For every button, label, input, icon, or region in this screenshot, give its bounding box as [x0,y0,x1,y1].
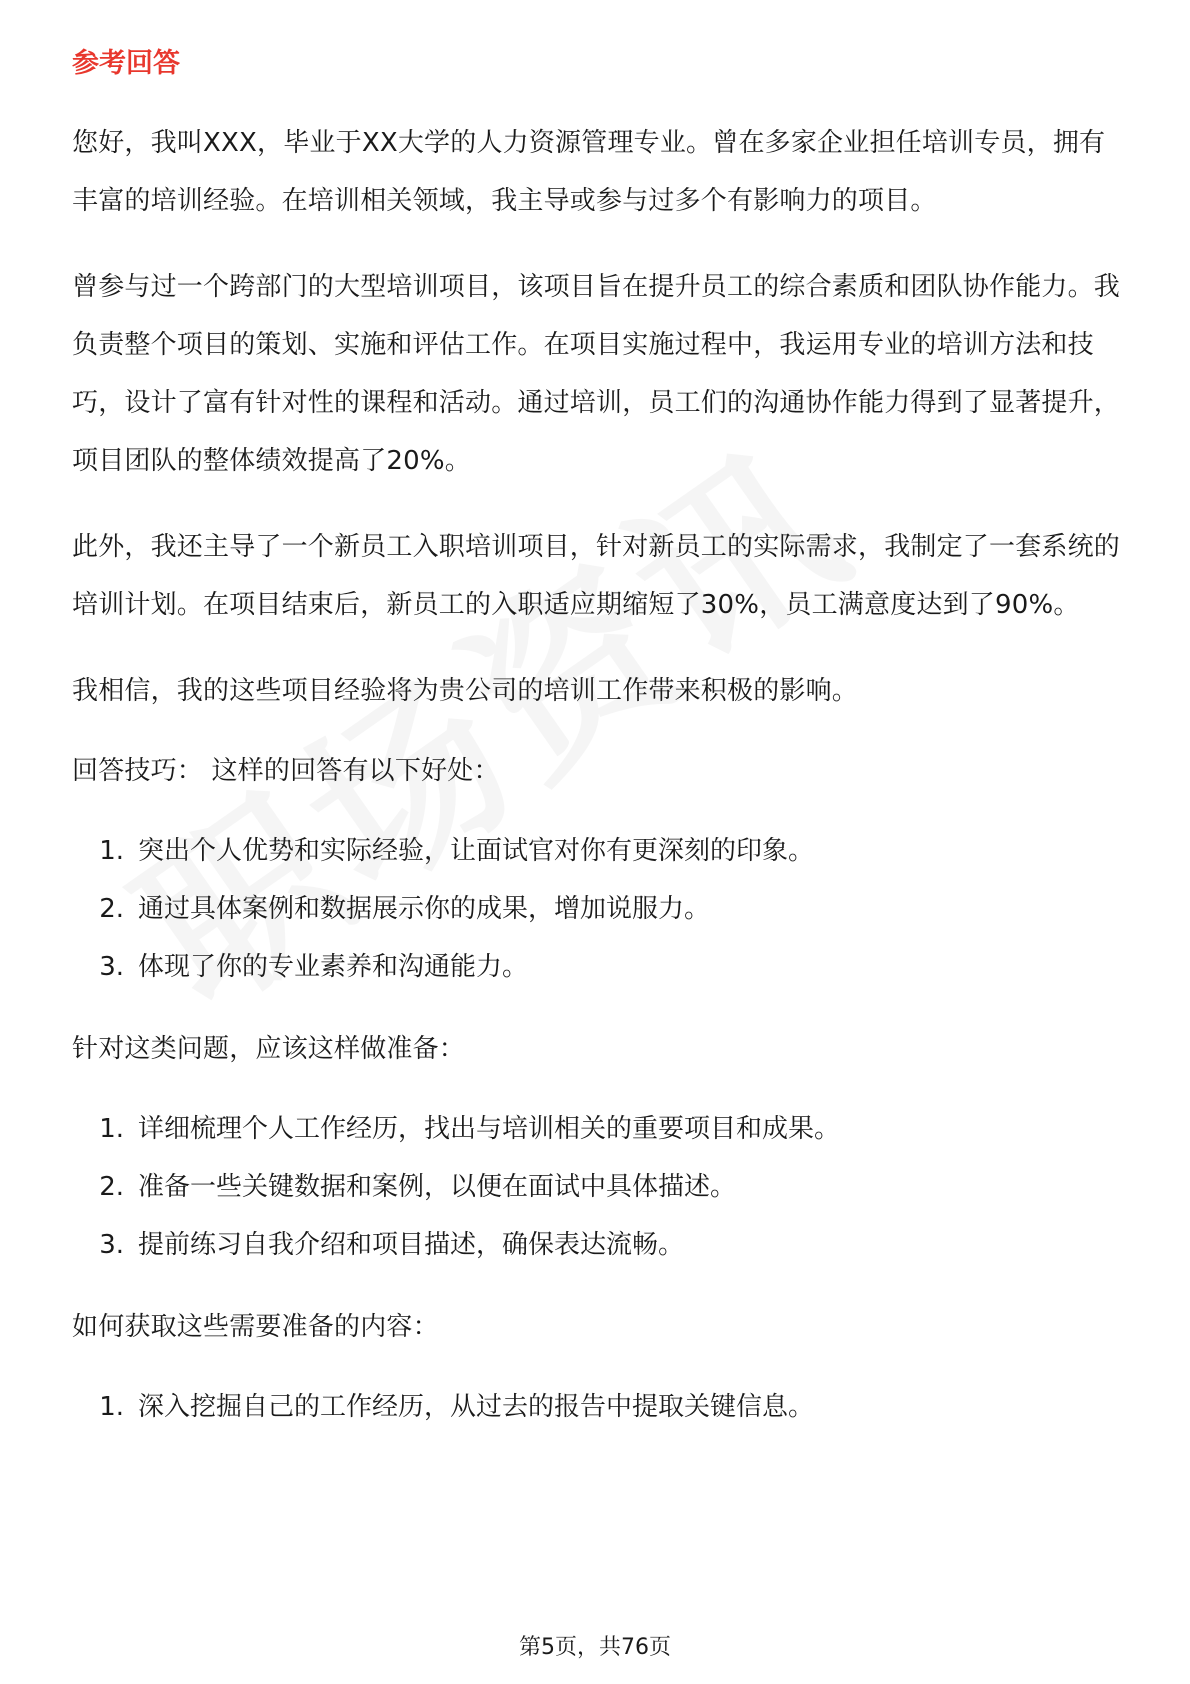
list-text: 通过具体案例和数据展示你的成果，增加说服力。 [138,894,711,924]
list-text: 深入挖掘自己的工作经历，从过去的报告中提取关键信息。 [138,1392,815,1422]
list-text: 体现了你的专业素养和沟通能力。 [138,952,529,982]
list-number: 1. [99,1392,124,1422]
list-item [72,938,1122,996]
answer-paragraph-3: 此外，我还主导了一个新员工入职培训项目，针对新员工的实际需求，我制定了一套系统的培训计划。在项目结束后，新员工的入职适应期缩短了30%，员工满意度达到了90%。 [72,532,1121,620]
answer-paragraph-2: 曾参与过一个跨部门的大型培训项目，该项目旨在提升员工的综合素质和团队协作能力。我负责整个项目的策划、实施和评估工作。在项目实施过程中，我运用专业的培训方法和技巧，设计了富有针对性的课程和活动。通过培训，员工们的沟通协作能力得到了显著提升，项目团队的整体绩效提高了20%。 [72,272,1121,476]
list-item [72,880,1122,938]
tips-list [72,822,1122,996]
section-heading: 参考回答 [72,48,180,79]
list-item [72,1158,1122,1216]
page-footer: 第5页，共76页 [519,1635,671,1660]
list-number: 1. [99,836,124,866]
document-body [72,44,1122,1460]
prep-list [72,1100,1122,1274]
answer-paragraph-1: 您好，我叫XXX，毕业于XX大学的人力资源管理专业。曾在多家企业担任培训专员，拥有丰富的培训经验。在培训相关领域，我主导或参与过多个有影响力的项目。 [72,128,1106,216]
tips-heading: 回答技巧： 这样的回答有以下好处： [72,756,500,786]
answer-paragraph-4: 我相信，我的这些项目经验将为贵公司的培训工作带来积极的影响。 [72,676,859,706]
source-heading: 如何获取这些需要准备的内容： [72,1312,439,1342]
list-item [72,1216,1122,1274]
list-item [72,1378,1122,1436]
list-text: 详细梳理个人工作经历，找出与培训相关的重要项目和成果。 [138,1114,841,1144]
list-item [72,1100,1122,1158]
list-number: 3. [99,1230,124,1260]
list-number: 3. [99,952,124,982]
list-number: 2. [99,1172,124,1202]
list-text: 准备一些关键数据和案例，以便在面试中具体描述。 [138,1172,737,1202]
list-text: 提前练习自我介绍和项目描述，确保表达流畅。 [138,1230,685,1260]
prep-heading: 针对这类问题，应该这样做准备： [72,1034,466,1064]
source-list [72,1378,1122,1436]
list-item [72,822,1122,880]
list-number: 2. [99,894,124,924]
list-text: 突出个人优势和实际经验，让面试官对你有更深刻的印象。 [138,836,815,866]
list-number: 1. [99,1114,124,1144]
